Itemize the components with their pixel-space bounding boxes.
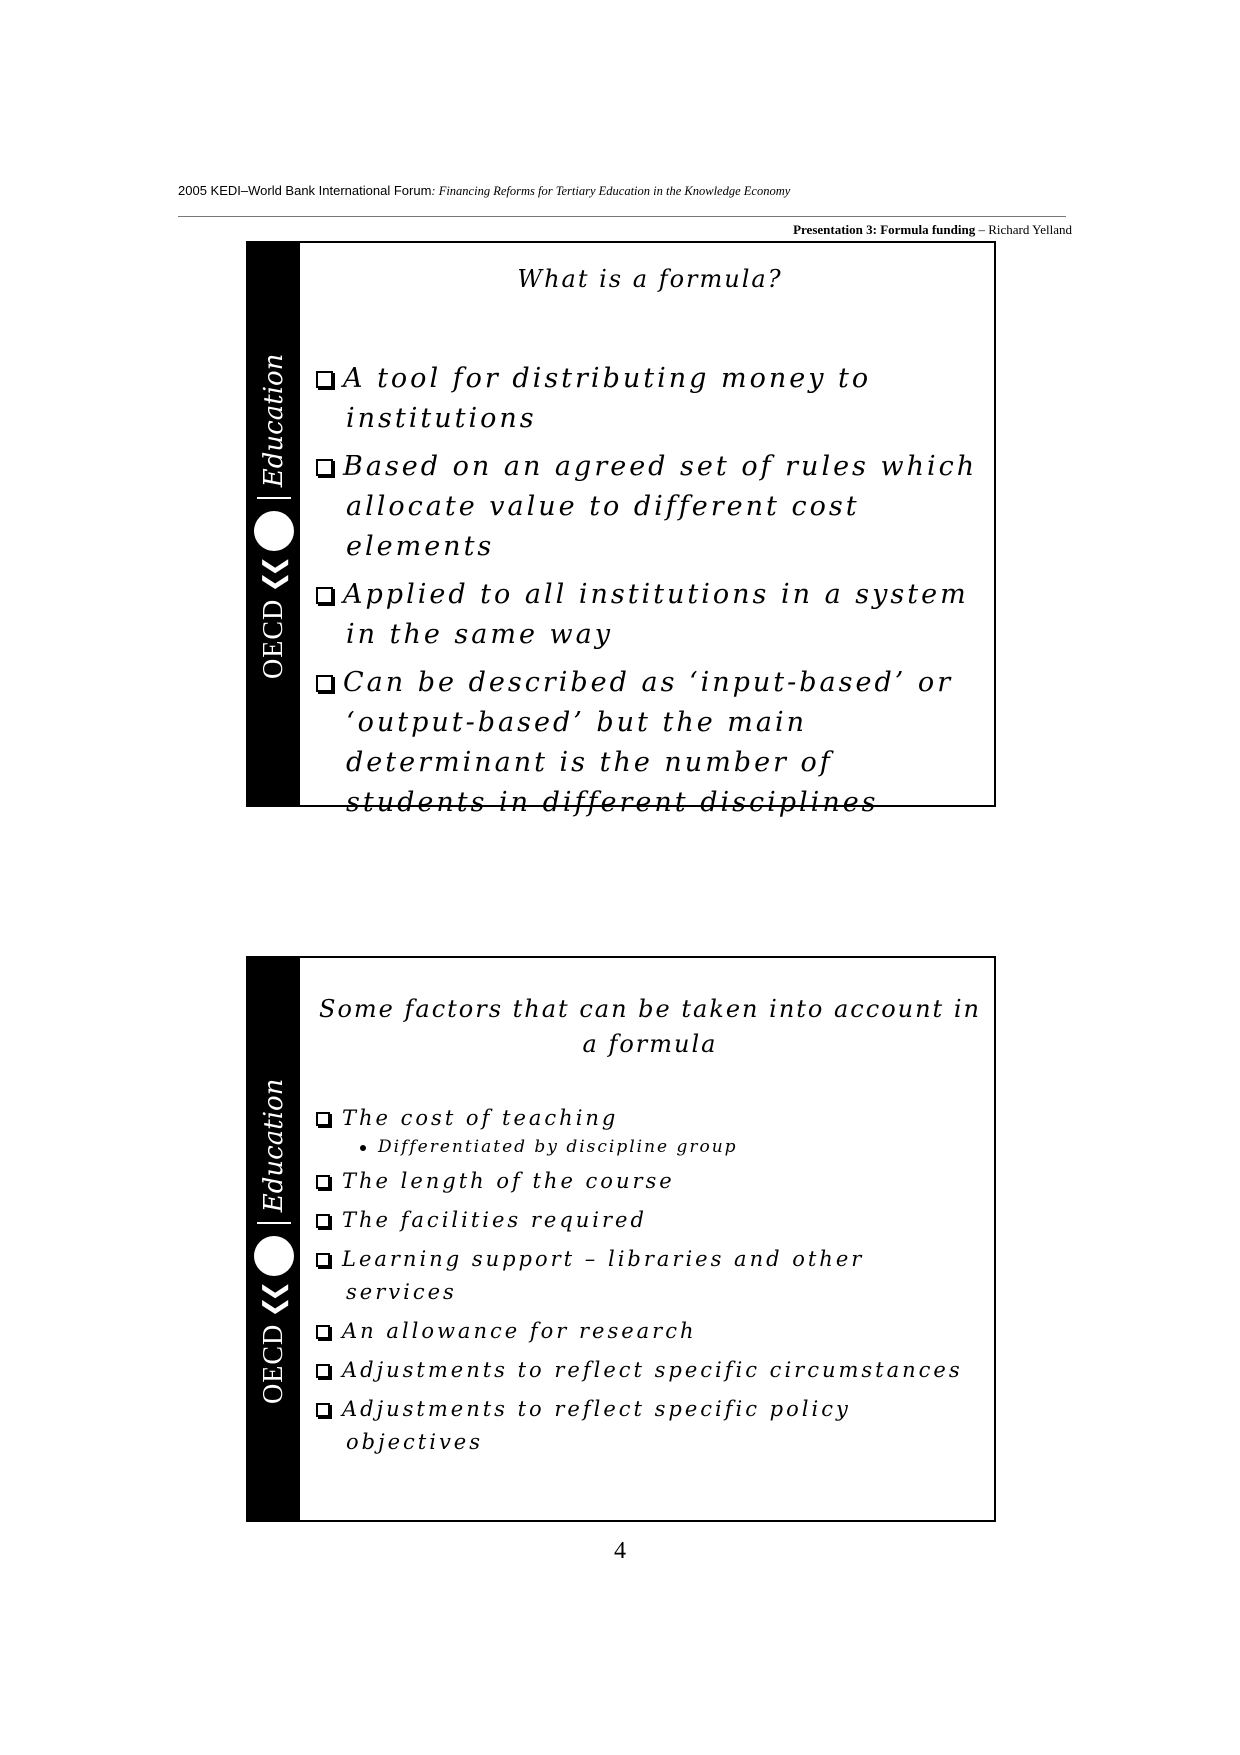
checkbox-bullet-icon (316, 1403, 330, 1417)
slide-title: What is a formula? (517, 265, 783, 293)
list-item: Learning support – libraries and other services (316, 1243, 984, 1309)
sub-list-item: Differentiated by discipline group (316, 1135, 984, 1159)
page-number: 4 (614, 1538, 626, 1564)
presentation-title: Presentation 3: Formula funding (793, 222, 976, 237)
checkbox-bullet-icon (316, 1214, 330, 1228)
checkbox-bullet-icon (316, 675, 333, 692)
checkbox-bullet-icon (316, 1112, 330, 1126)
circle-icon (254, 1236, 294, 1276)
checkbox-bullet-icon (316, 1325, 330, 1339)
checkbox-bullet-icon (316, 1175, 330, 1189)
slide-content (316, 958, 984, 1465)
slide-2 (246, 956, 996, 1522)
slide-content (316, 243, 984, 831)
logo-education-text: Education (259, 353, 289, 488)
oecd-education-logo (248, 353, 300, 683)
list-item: The length of the course (316, 1165, 984, 1198)
logo-education-text: Education (259, 1078, 289, 1213)
slide-sidebar (248, 958, 300, 1520)
checkbox-bullet-icon (316, 459, 333, 476)
bullet-list (316, 359, 984, 823)
list-item: Adjustments to reflect specific policy objectives (316, 1393, 984, 1459)
oecd-education-logo (248, 1078, 300, 1408)
forum-subtitle: : Financing Reforms for Tertiary Education in the Knowledge Economy (431, 184, 791, 198)
running-header (178, 183, 1078, 199)
checkbox-bullet-icon (316, 1253, 330, 1267)
list-item: The cost of teaching (316, 1102, 984, 1135)
chevron-left-icon: ❮❮ (259, 561, 289, 593)
checkbox-bullet-icon (316, 1364, 330, 1378)
checkbox-bullet-icon (316, 587, 333, 604)
presentation-author: – Richard Yelland (975, 222, 1072, 237)
logo-divider (257, 1222, 291, 1224)
slide-1 (246, 241, 996, 818)
slide-title: Some factors that can be taken into account in a formula (319, 995, 981, 1058)
list-item: An allowance for research (316, 1315, 984, 1348)
list-item: Can be described as ‘input-based’ or ‘output-based’ but the main determinant is the number of students in different disciplines (316, 663, 984, 823)
circle-icon (254, 511, 294, 551)
bullet-list (316, 1102, 984, 1459)
list-item: Adjustments to reflect specific circumstances (316, 1354, 984, 1387)
list-item: Based on an agreed set of rules which allocate value to different cost elements (316, 447, 984, 567)
presentation-line (793, 222, 1072, 238)
header-rule (178, 216, 1066, 217)
logo-oecd-text: OECD (258, 598, 289, 679)
chevron-left-icon: ❮❮ (259, 1286, 289, 1318)
forum-name: 2005 KEDI–World Bank International Forum (178, 183, 432, 198)
logo-oecd-text: OECD (258, 1323, 289, 1404)
checkbox-bullet-icon (316, 371, 333, 388)
list-item: The facilities required (316, 1204, 984, 1237)
dot-bullet-icon (360, 1145, 366, 1151)
list-item: Applied to all institutions in a system in the same way (316, 575, 984, 655)
list-item: A tool for distributing money to institutions (316, 359, 984, 439)
logo-divider (257, 497, 291, 499)
slide-sidebar (248, 243, 300, 805)
